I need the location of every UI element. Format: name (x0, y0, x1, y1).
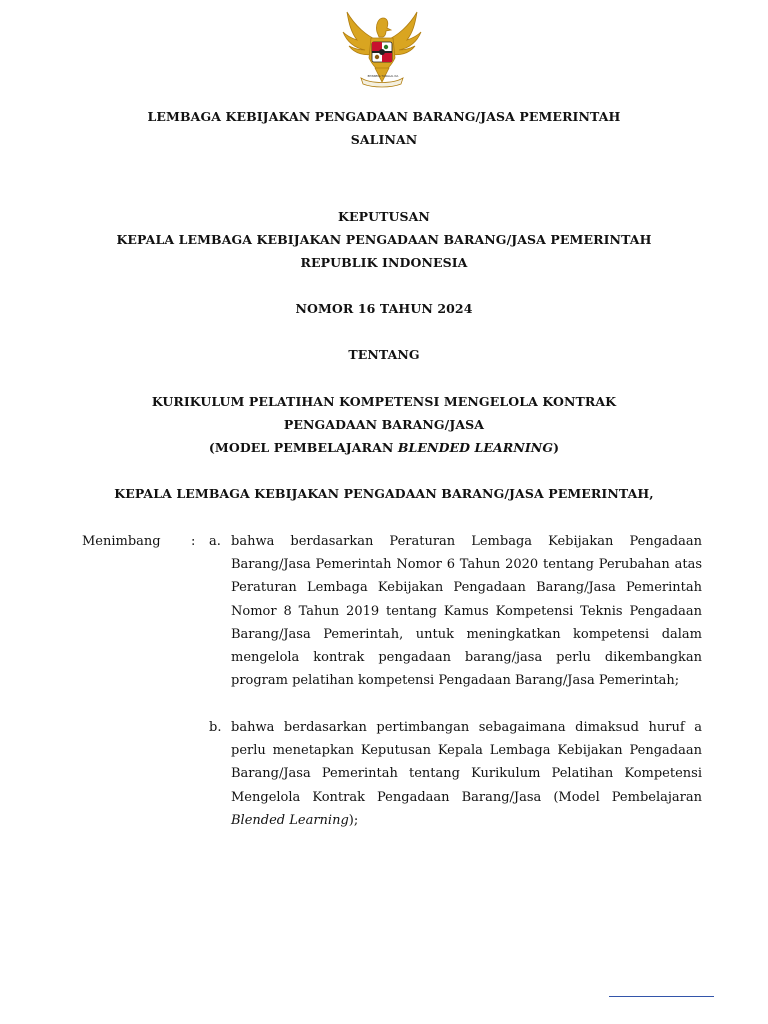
about-label: TENTANG (348, 347, 420, 362)
decree-issuer-line: KEPALA LEMBAGA KEBIJAKAN PENGADAAN BARANG/JASA PEMERINTAH (116, 232, 652, 247)
emblem-banner-text: BHINNEKA TUNGGAL IKA (367, 75, 399, 78)
item-b-text-pre: bahwa berdasarkan pertimbangan sebagaimana dimaksud huruf a perlu menetapkan Keputusan Kepala Lembaga Kebijakan Pengadaan Barang/Jasa Pemerintah tentang Kurikulum Pelatihan Kompetensi Mengelola Kontrak Pengadaan Barang/Jasa (Model Pembelajaran (231, 720, 702, 805)
considering-label: Menimbang (82, 534, 161, 549)
item-b-letter: b. (209, 720, 222, 735)
subject-line-1: KURIKULUM PELATIHAN KOMPETENSI MENGELOLA KONTRAK (151, 394, 617, 409)
issuer-heading: KEPALA LEMBAGA KEBIJAKAN PENGADAAN BARANG/JASA PEMERINTAH, (114, 486, 654, 501)
subject-line-3 (0, 439, 768, 457)
item-b-text-post: ); (348, 812, 359, 828)
item-a-text: bahwa berdasarkan Peraturan Lembaga Kebijakan Pengadaan Barang/Jasa Pemerintah Nomor 6 Tahun 2020 tentang Perubahan atas Peraturan Lembaga Kebijakan Pengadaan Barang/Jasa Pemerintah Nomor 8 Tahun 2019 tentang Kamus Kompetensi Teknis Pengadaan Barang/Jasa Pemerintah, untuk meningkatkan kompetensi dalam mengelola kontrak pengadaan barang/jasa perlu dikembangkan program pelatihan kompetensi Pengadaan Barang/Jasa Pemerintah; (231, 534, 702, 689)
considering-colon: : (191, 534, 196, 549)
subject-line-2: PENGADAAN BARANG/JASA (283, 417, 485, 432)
copy-label: SALINAN (350, 132, 418, 147)
agency-heading: LEMBAGA KEBIJAKAN PENGADAAN BARANG/JASA PEMERINTAH (147, 109, 621, 124)
footer-divider (609, 996, 714, 997)
item-b-text-italic: Blended Learning (231, 812, 349, 828)
subject-line-3-pre: (MODEL PEMBELAJARAN (208, 440, 398, 455)
decree-label: KEPUTUSAN (338, 209, 430, 224)
subject-line-3-post: ) (553, 440, 560, 455)
item-a-letter: a. (209, 534, 221, 549)
subject-line-3-italic: BLENDED LEARNING (397, 440, 554, 455)
decree-number: NOMOR 16 TAHUN 2024 (295, 301, 473, 316)
country-line: REPUBLIK INDONESIA (300, 255, 468, 270)
item-b-text (231, 716, 702, 832)
